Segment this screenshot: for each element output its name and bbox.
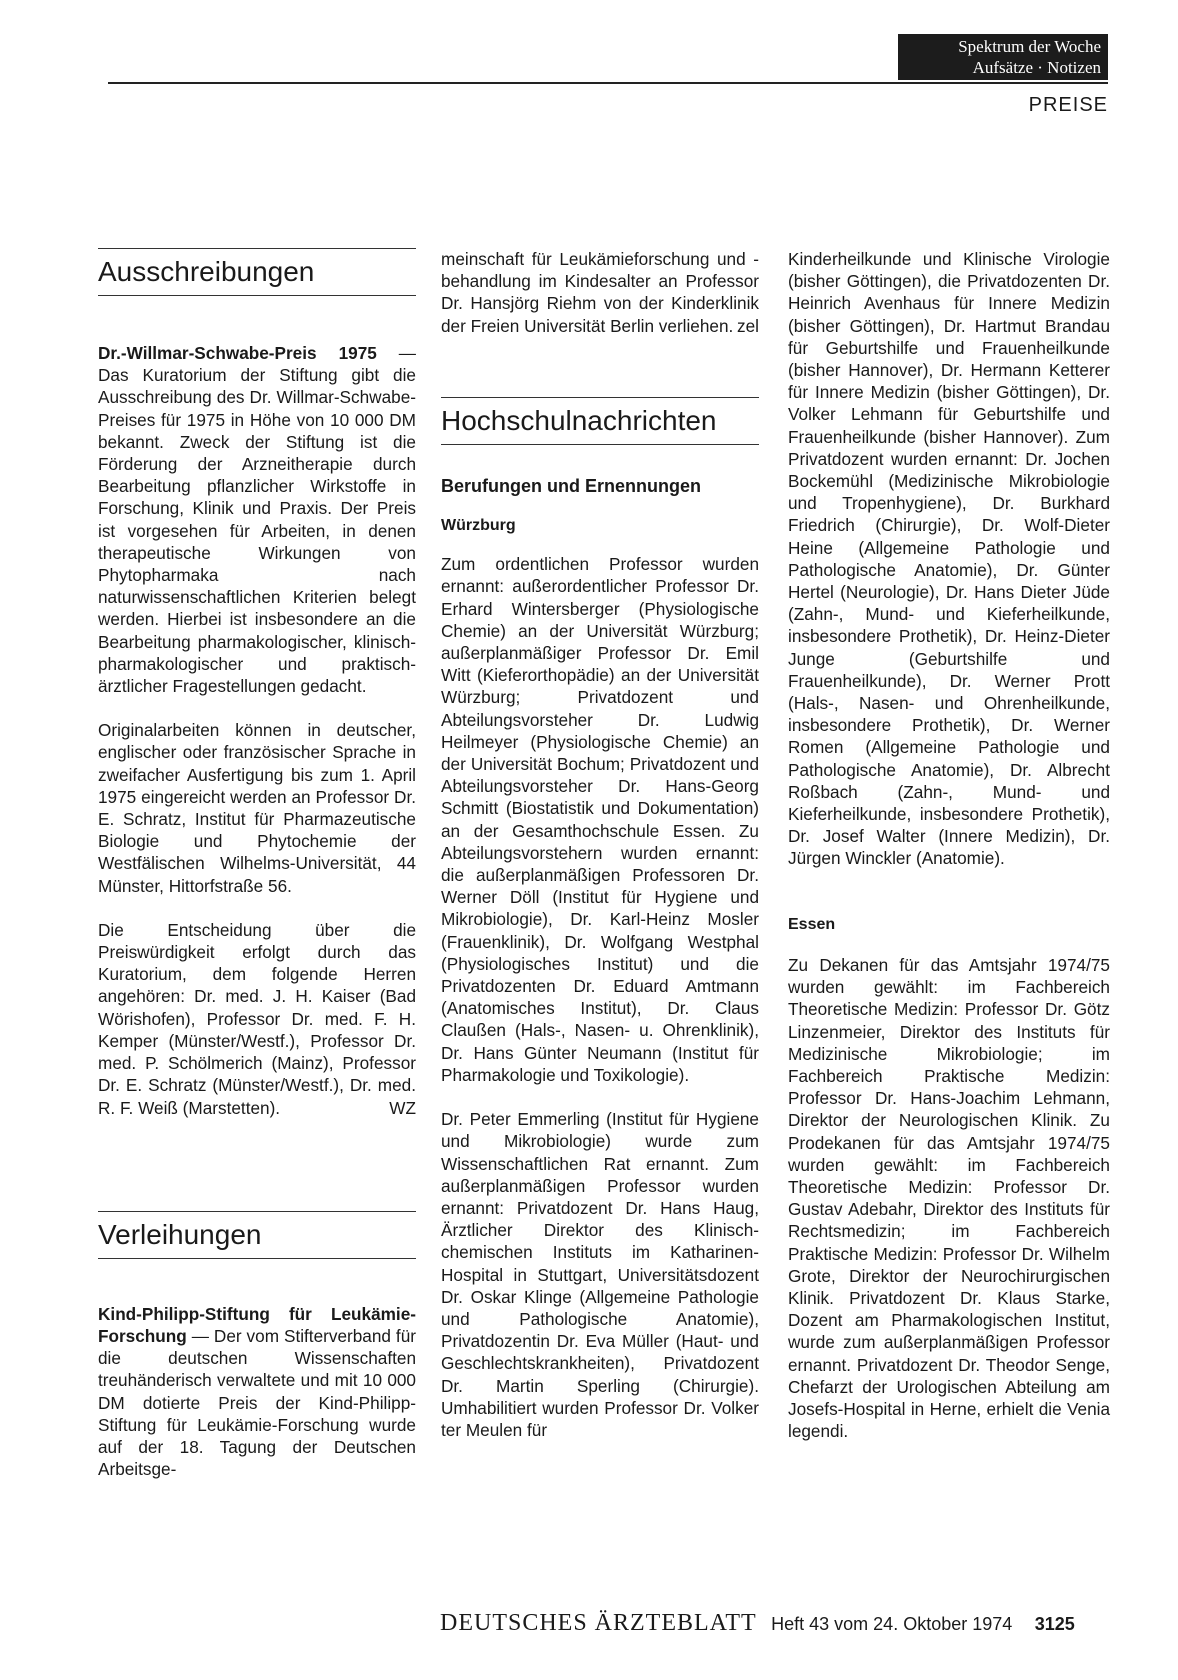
paragraph-award-continued bbox=[441, 248, 759, 337]
heading-ausschreibungen: Ausschreibungen bbox=[98, 248, 416, 296]
author-sign-wz: WZ bbox=[389, 1097, 416, 1118]
paragraph-kind-philipp bbox=[98, 1303, 416, 1481]
award-title: Kind-Philipp-Stiftung für Leukämie-Forschung bbox=[98, 1303, 416, 1346]
prize-title: Dr.-Willmar-Schwabe-Preis 1975 bbox=[98, 343, 377, 363]
page-number: 3125 bbox=[1034, 1614, 1075, 1634]
city-essen: Essen bbox=[788, 915, 836, 933]
paragraph-habilitations: Kinderheilkunde und Klinische Virologie (bisher Göttingen), die Privatdozenten Dr. Heinrich Avenhaus für Innere Medizin (bisher Göttingen), Dr. Hartmut Brandau für Geburtshilfe und Frauenheilkunde (bisher Hannover), Dr. Hermann Ketterer für Innere Medizin (bisher Göttingen), Dr. Volker Lehmann für Geburtshilfe und Frauenheilkunde (bisher Hannover). Zum Privatdozent wurden ernannt: Dr. Jochen Bockemühl (Medizinische Mikrobiologie und Tropenhygiene), Dr. Burkhard Friedrich (Chirurgie), Dr. Wolf-Dieter Heine (Allgemeine Pathologie und Pathologische Anatomie), Dr. Günter Hertel (Neurologie), Dr. Hans Dieter Jüde (Zahn-, Mund- und Kieferheilkunde, insbesondere Prothetik), Dr. Heinz-Dieter Junge (Geburtshilfe und Frauenheilkunde), Dr. Werner Prott (Hals-, Nasen- und Ohrenheilkunde, insbesondere Prothetik), Dr. Werner Romen (Allgemeine Pathologie und Pathologische Anatomie), Dr. Albrecht Roßbach (Zahn-, Mund- und Kieferheilkunde, insbesondere Prothetik), Dr. Josef Walter (Innere Medizin), Dr. Jürgen Winckler (Anatomie). bbox=[788, 249, 1110, 869]
city-wuerzburg: Würzburg bbox=[441, 517, 516, 535]
heading-hochschulnachrichten: Hochschulnachrichten bbox=[441, 397, 759, 445]
paragraph-jury bbox=[98, 919, 416, 1119]
author-sign-zel: zel bbox=[737, 315, 759, 336]
magazine-name: DEUTSCHES ÄRZTEBLATT bbox=[440, 1610, 757, 1636]
issue-info: Heft 43 vom 24. Oktober 1974 bbox=[771, 1614, 1013, 1634]
prize-text: — Das Kuratorium der Stiftung gibt die Ausschreibung des Dr. Willmar-Schwabe-Preises für 1975 in Höhe von 10 000 DM bekannt. Zweck der Stiftung ist die Förderung der Arzneitherapie durch Bearbeitung pflanzlicher Wirkstoffe in Forschung, Klinik und Praxis. Der Preis ist vorgesehen für Arbeiten, in denen therapeutische Wirkungen von Phytopharmaka nach naturwissenschaftlichen Kriterien belegt werden. Hierbei ist insbesondere an die Bearbeitung pharmakologischer, klinisch-pharmakologischer und praktisch-ärztlicher Fragestellungen gedacht. bbox=[98, 343, 416, 697]
paragraph-schwabe-prize bbox=[98, 342, 416, 697]
page-footer bbox=[440, 1610, 1075, 1637]
jury-text: Die Entscheidung über die Preiswürdigkeit erfolgt durch das Kuratorium, dem folgende Herren angehören: Dr. med. J. H. Kaiser (Bad Wörishofen), Professor Dr. med. F. H. Kemper (Münster/Westf.), Professor Dr. med. P. Schölmerich (Mainz), Professor Dr. E. Schratz (Münster/Westf.), Dr. med. R. F. Weiß (Marstetten). bbox=[98, 919, 416, 1118]
section-label: PREISE bbox=[1028, 94, 1108, 116]
heading-verleihungen: Verleihungen bbox=[98, 1211, 416, 1259]
paragraph-submission: Originalarbeiten können in deutscher, englischer oder französischer Sprache in zweifacher Ausfertigung bis zum 1. April 1975 eingereicht werden an Professor Dr. E. Schratz, Institut für Pharmazeutische Biologie und Phytochemie der Westfälischen Wilhelms-Universität, 44 Münster, Hittorfstraße 56. bbox=[98, 720, 416, 896]
paragraph-essen: Zu Dekanen für das Amtsjahr 1974/75 wurden gewählt: im Fachbereich Theoretische Medizin: Professor Dr. Götz Linzenmeier, Direktor des Instituts für Medizinische Mikrobiologie; im Fachbereich Praktische Medizin: Professor Dr. Hans-Joachim Lehmann, Direktor der Neurologischen Klinik. Zu Prodekanen für das Amtsjahr 1974/75 wurden gewählt: im Fachbereich Theoretische Medizin: Professor Dr. Gustav Adebahr, Direktor des Instituts für Rechtsmedizin; im Fachbereich Praktische Medizin: Professor Dr. Wilhelm Grote, Direktor der Neurochirurgischen Klinik. Privatdozent Dr. Klaus Starke, Dozent am Pharmakologischen Institut, wurde zum außerplanmäßigen Professor ernannt. Privatdozent Dr. Theodor Senge, Chefarzt der Urologischen Abteilung am Josefs-Hospital in Herne, erhielt die Venia legendi. bbox=[788, 954, 1110, 1442]
column-1 bbox=[98, 248, 416, 1480]
section-badge bbox=[898, 34, 1108, 80]
badge-line-1: Spektrum der Woche bbox=[958, 37, 1101, 56]
badge-line-2: Aufsätze · Notizen bbox=[972, 58, 1101, 77]
column-2 bbox=[441, 248, 759, 1441]
subheading-berufungen: Berufungen und Ernennungen bbox=[441, 475, 701, 496]
award-text: — Der vom Stifterverband für die deutschen Wissenschaften treuhänderisch verwaltete und mit 10 000 DM dotierte Preis der Kind-Philipp-Stiftung für Leukämie-Forschung wurde auf der 18. Tagung der Deutschen Arbeitsge- bbox=[98, 1325, 416, 1480]
column-3 bbox=[788, 248, 1110, 1442]
header-rule bbox=[108, 82, 1108, 84]
paragraph-wuerzburg: Zum ordentlichen Professor wurden ernannt: außerordentlicher Professor Dr. Erhard Wintersberger (Physiologische Chemie) an der Universität Würzburg; außerplanmäßiger Professor Dr. Emil Witt (Kieferorthopädie) an der Universität Würzburg; Privatdozent und Abteilungsvorsteher Dr. Ludwig Heilmeyer (Physiologische Chemie) an der Universität Bochum; Privatdozent und Abteilungsvorsteher Dr. Hans-Georg Schmitt (Biostatistik und Dokumentation) an der Gesamthochschule Essen. Zu Abteilungsvorstehern wurden ernannt: die außerplanmäßigen Professoren Dr. Werner Döll (Institut für Hygiene und Mikrobiologie), Dr. Karl-Heinz Mosler (Frauenklinik), Dr. Wolfgang Westphal (Physiologisches Institut) und die Privatdozenten Dr. Eduard Amtmann (Anatomisches Institut), Dr. Claus Claußen (Hals-, Nasen- u. Ohrenklinik), Dr. Hans Günter Neumann (Institut für Pharmakologie und Toxikologie). bbox=[441, 554, 759, 1085]
award-continued-text: meinschaft für Leukämieforschung und -behandlung im Kindesalter an Professor Dr. Hansjörg Riehm von der Kinderklinik der Freien Universität Berlin verliehen. bbox=[441, 249, 759, 336]
paragraph-emmerling: Dr. Peter Emmerling (Institut für Hygiene und Mikrobiologie) wurde zum Wissenschaftlichen Rat ernannt. Zum außerplanmäßigen Professor wurden ernannt: Privatdozent Dr. Hans Haug, Ärztlicher Direktor des Klinisch-chemischen Instituts im Katharinen-Hospital in Stuttgart, Universitätsdozent Dr. Oskar Klinge (Allgemeine Pathologie und Pathologische Anatomie), Privatdozentin Dr. Eva Müller (Haut- und Geschlechtskrankheiten), Privatdozent Dr. Martin Sperling (Chirurgie). Umhabilitiert wurden Professor Dr. Volker ter Meulen für bbox=[441, 1109, 759, 1440]
